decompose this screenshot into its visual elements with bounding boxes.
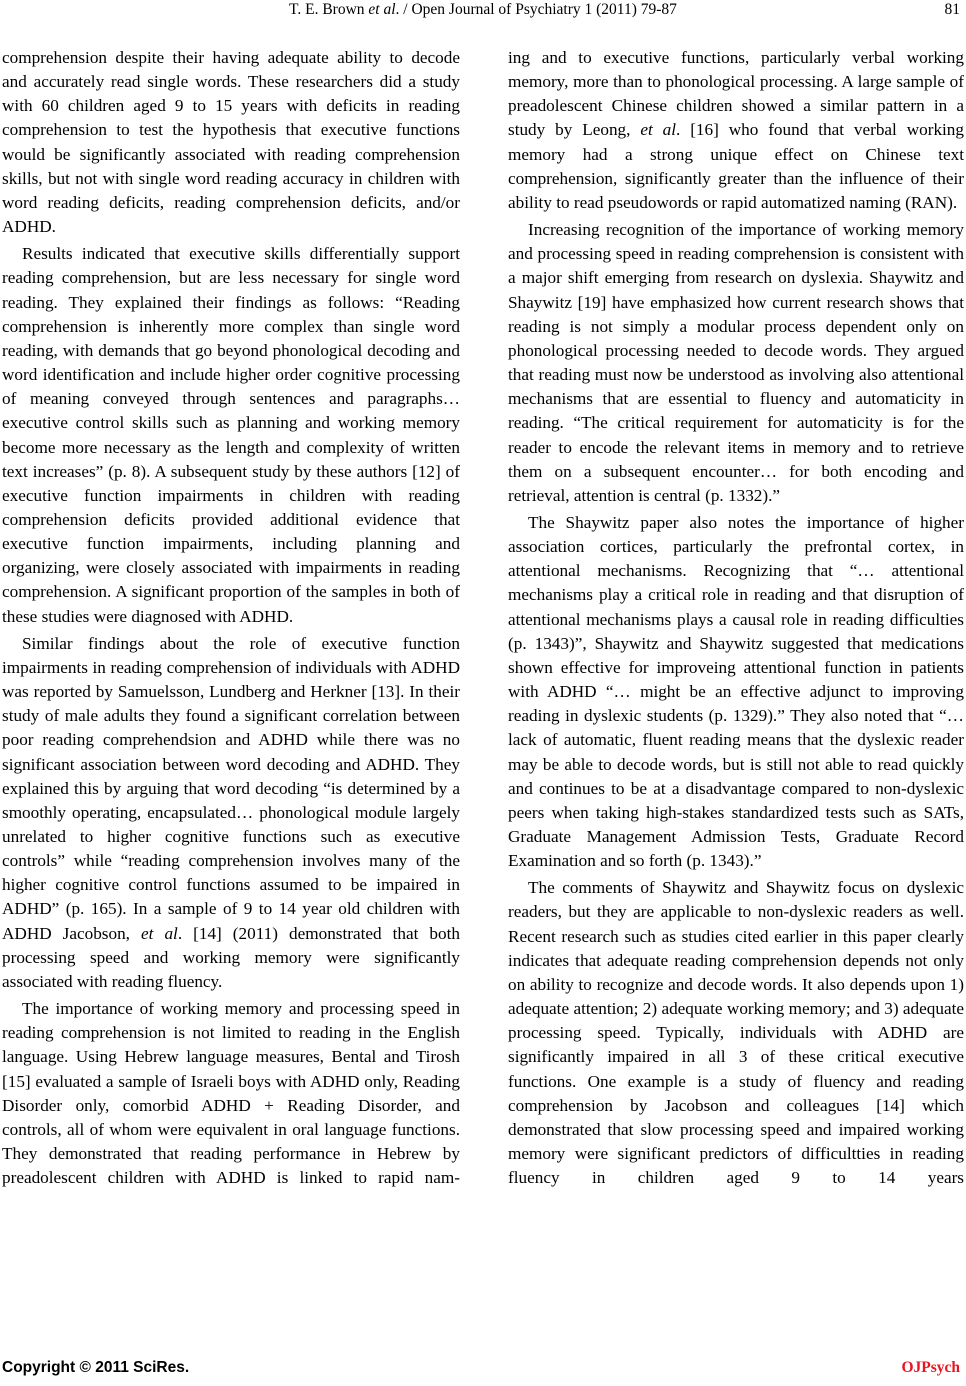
copyright-notice: Copyright © 2011 SciRes. xyxy=(2,1359,190,1376)
right-column xyxy=(508,46,964,1193)
paragraph: Increasing recognition of the importance of working memory and processing speed in reading comprehension is consistent with a major shift emerging from research on dyslexia. Shaywitz and Shaywitz [19] have emphasized how current research shows that reading is not simply a modular process dependent only on phonological processing needed to decode words. They argued that reading must now be understood as involving also attentional mechanisms that are essential to fluency and automaticity in reading. “The critical requirement for automaticity is for the reader to encode the relevant items in memory and to retrieve them on a subsequent encounter… for both encoding and retrieval, attention is central (p. 1332).” xyxy=(508,220,964,505)
page-footer xyxy=(0,1357,966,1379)
running-title xyxy=(0,0,966,20)
paragraph: comprehension despite their having adequate ability to decode and accurately read single words. These researchers did a study with 60 children aged 9 to 15 years with deficits in reading comprehension to test the hypothesis that executive functions would be significantly associated with reading comprehension skills, but not with single word reading accuracy in children with word reading deficits, reading comprehension deficits, and/or ADHD. xyxy=(2,48,460,237)
journal-abbreviation: OJPsych xyxy=(901,1359,960,1376)
paragraph: The Shaywitz paper also notes the importance of higher association cortices, particularly the prefrontal cortex, in attentional mechanisms. Recognizing that “… attentional mechanisms play a critical role in reading and that disruption of attentional mechanisms plays a causal role in reading difficulties (p. 1343)”, Shaywitz and Shaywitz suggested that medications shown effective for improveing attentional function in patients with ADHD “… might be an effective adjunct to improving reading in dyslexic students (p. 1329).” They also noted that “… lack of automatic, fluent reading means that the dyslexic reader may be able to decode words, but is still not able to read quickly and continues to be at a disadvantage compared to non-dyslexic peers when taking high-stakes standardized tests such as SATs, Graduate Management Admission Tests, Graduate Record Examination and so forth (p. 1343).” xyxy=(508,512,964,871)
paragraph: The importance of working memory and processing speed in reading comprehension is not limited to reading in the English language. Using Hebrew language measures, Bental and Tirosh [15] evaluated a sample of Israeli boys with ADHD only, Reading Disorder only, comorbid ADHD + Reading Disorder, and controls, all of whom were equivalent in oral language functions. They demonstrated that reading performance in Hebrew by preadolescent children with ADHD is linked to rapid nam- xyxy=(2,999,460,1188)
paragraph: Similar findings about the role of executive function impairments in reading comprehension of individuals with ADHD was reported by Samuelsson, Lundberg and Herkner [13]. In their study of male adults they found a significant correlation between poor reading comprehendsion and ADHD while there was no significant association between word decoding and ADHD. They explained this by arguing that word decoding “is determined by a smoothly operating, encapsulated… phonological module largely unrelated to higher cognitive functions such as executive controls” while “reading comprehension involves many of the higher cognitive control functions assumed to be impaired in ADHD” (p. 165). In a sample of 9 to 14 year old children with ADHD Jacobson, et al. [14] (2011) demonstrated that both processing speed and working memory were significantly associated with reading fluency. xyxy=(2,633,460,991)
running-title-journal: . / Open Journal of Psychiatry 1 (2011) 79-87 xyxy=(395,1,677,18)
paragraph: The comments of Shaywitz and Shaywitz focus on dyslexic readers, but they are applicable to non-dyslexic readers as well. Recent research such as studies cited earlier in this paper clearly indicates that adequate reading comprehension depends not only on ability to recognize and decode words. It also depends upon 1) adequate attention; 2) adequate working memory; and 3) adequate processing speed. Typically, individuals with ADHD are significantly impaired in all 3 of these critical executive functions. One example is a study of fluency and reading comprehension by Jacobson and colleagues [14] which demonstrated that slow processing speed and impaired working memory were significant predictors of difficultties in reading fluency in children aged 9 to 14 years xyxy=(508,878,964,1188)
left-column xyxy=(2,46,460,1193)
paragraph: Results indicated that executive skills differentially support reading comprehension, but are less necessary for single word reading. They explained their findings as follows: “Reading comprehension is inherently more complex than single word reading, with demands that go beyond phonological decoding and word identification and include higher order cognitive processing of meaning conveyed through sentences and paragraphs… executive control skills such as planning and working memory become more necessary as the length and complexity of written text increases” (p. 8). A subsequent study by these authors [12] of executive function impairments in children with reading comprehension deficits provided additional evidence that executive function impairments, including planning and organizing, were closely associated with impairments in reading comprehension. A significant proportion of the samples in both of these studies were diagnosed with ADHD. xyxy=(2,244,460,626)
running-header xyxy=(0,0,966,20)
paragraph: ing and to executive functions, particularly verbal working memory, more than to phonological processing. A large sample of preadolescent Chinese children showed a similar pattern in a study by Leong, et al. [16] who found that verbal working memory had a strong unique effect on Chinese text comprehension, significantly greater than the influence of their ability to read pseudowords or rapid automatized naming (RAN). xyxy=(508,48,964,212)
running-title-et-al: et al xyxy=(368,1,396,18)
running-title-authors: T. E. Brown xyxy=(289,1,369,18)
page-number: 81 xyxy=(944,1,960,18)
